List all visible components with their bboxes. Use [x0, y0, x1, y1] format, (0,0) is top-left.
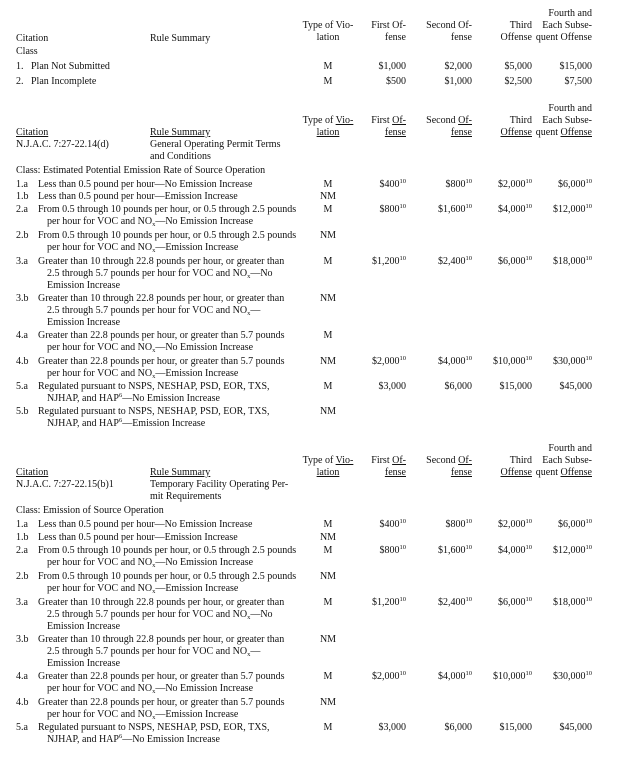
violation-type: M — [323, 381, 333, 392]
row-description: Plan Not Submitted — [31, 61, 110, 72]
header-line: fense — [450, 32, 472, 43]
row-description: From 0.5 through 10 pounds per hour, or 0.5 through 2.5 pounds per hour for VOC and $NO_x—No$ Emission Increase — [38, 545, 297, 569]
header-line: Each Subse- — [542, 115, 592, 126]
violation-type: M — [323, 179, 333, 190]
header-line: lation — [316, 467, 340, 478]
row-number: 5.a — [16, 722, 28, 733]
row-description: Plan Incomplete — [31, 76, 97, 87]
header-line: Second Of- — [426, 20, 472, 31]
header-line: Offense — [500, 32, 532, 43]
first-offense: $500 — [386, 76, 406, 87]
header-line: fense — [450, 127, 472, 138]
row-number: 3.a — [16, 597, 28, 608]
rule-summary-header: Rule Summary — [150, 467, 211, 478]
citation-value: N.J.A.C. 7:27-22.15(b)1 — [16, 479, 114, 490]
row-number: 1.a — [16, 519, 28, 530]
fourth-offense: $30,000$^{10}$ — [553, 670, 592, 682]
violation-type: M — [323, 76, 333, 87]
fourth-offense: $45,000 — [559, 381, 592, 392]
third-offense: $2,000$^{10}$ — [498, 178, 532, 190]
header-line: Third — [509, 455, 532, 466]
header-line: Type of Vio- — [302, 455, 354, 466]
violation-type: M — [323, 61, 333, 72]
row-number: 4.b — [16, 356, 29, 367]
second-offense: $6,000 — [444, 722, 472, 733]
header-line: lation — [316, 32, 340, 43]
second-offense: $1,600$^{10}$ — [438, 544, 472, 556]
rule-summary-header: Rule Summary — [150, 33, 211, 44]
row-number: 4.a — [16, 330, 28, 341]
first-offense: $1,200$^{10}$ — [372, 255, 406, 267]
fourth-offense: $30,000$^{10}$ — [553, 355, 592, 367]
row-number: 2.a — [16, 204, 28, 215]
row-number: 2.a — [16, 545, 28, 556]
third-offense: $6,000$^{10}$ — [498, 255, 532, 267]
second-offense-header — [412, 20, 472, 44]
header-line: quent Offense — [535, 467, 592, 478]
second-offense: $\$800^{10}$ — [445, 518, 472, 530]
first-offense: $1,000 — [378, 61, 406, 72]
row-number: 2.b — [16, 230, 29, 241]
fourth-offense-header — [530, 103, 592, 139]
violation-type: NM — [319, 571, 337, 582]
violation-type: M — [323, 519, 333, 530]
row-number: 4.a — [16, 671, 28, 682]
second-offense: $1,600$^{10}$ — [438, 203, 472, 215]
row-number: 3.a — [16, 256, 28, 267]
row-number: 4.b — [16, 697, 29, 708]
header-line: Type of Vio- — [302, 20, 354, 31]
first-offense: $\$800^{10}$ — [379, 544, 406, 556]
header-line: Third — [509, 115, 532, 126]
header-line: quent Offense — [535, 32, 592, 43]
third-offense-header — [490, 20, 532, 44]
type-of-violation-header — [298, 455, 358, 479]
row-description: From 0.5 through 10 pounds per hour, or 0.5 through 2.5 pounds per hour for VOC and $NO_x—No$ Emission Increase — [38, 204, 297, 228]
fourth-offense: $15,000 — [559, 61, 592, 72]
third-offense: $2,500 — [504, 76, 532, 87]
row-description: Greater than 10 through 22.8 pounds per hour, or greater than 2.5 through 5.7 pounds per hour for VOC and $NO_x—No$ Emission Increase — [38, 597, 285, 632]
fourth-offense: $7,500 — [564, 76, 592, 87]
rule-summary-line: Temporary Facility Operating Per- — [150, 479, 289, 490]
third-offense-header — [490, 455, 532, 479]
row-description: Less than 0.5 pound per hour—No Emission Increase — [38, 519, 253, 530]
first-offense: $\$400^{10}$ — [379, 518, 406, 530]
row-description: Greater than 22.8 pounds per hour, or greater than 5.7 pounds per hour for VOC and $NO_x—No$ Emission Increase — [38, 671, 285, 695]
row-number: 1.b — [16, 191, 29, 202]
row-number: 3.b — [16, 634, 29, 645]
header-line: First Of- — [371, 20, 406, 31]
row-number: 5.b — [16, 406, 29, 417]
citation-header: Citation — [16, 33, 49, 44]
header-line: fense — [384, 32, 406, 43]
header-line: fense — [384, 467, 406, 478]
type-of-violation-header — [298, 115, 358, 139]
header-line: Fourth and — [548, 443, 592, 454]
header-line: Fourth and — [548, 8, 592, 19]
row-number: 3.b — [16, 293, 29, 304]
rule-summary-value — [150, 139, 280, 163]
violation-type: M — [323, 671, 333, 682]
row-description: Greater than 10 through 22.8 pounds per hour, or greater than 2.5 through 5.7 pounds per hour for VOC and $NO_x—Emission$ Increase — [38, 293, 285, 328]
first-offense: $3,000 — [378, 381, 406, 392]
first-offense-header — [360, 20, 406, 44]
violation-type: M — [323, 545, 333, 556]
violation-type: M — [323, 330, 333, 341]
violation-type: NM — [319, 293, 337, 304]
header-line: First Of- — [371, 115, 406, 126]
fourth-offense: $18,000$^{10}$ — [553, 596, 592, 608]
row-number: 5.a — [16, 381, 28, 392]
violation-type: M — [323, 597, 333, 608]
header-line: Each Subse- — [542, 455, 592, 466]
header-line: Third — [509, 20, 532, 31]
header-line: First Of- — [371, 455, 406, 466]
row-description: Greater than 10 through 22.8 pounds per hour, or greater than 2.5 through 5.7 pounds per hour for VOC and $NO_x—No$ Emission Increase — [38, 256, 285, 291]
violation-type: NM — [319, 697, 337, 708]
fourth-offense-header — [530, 8, 592, 44]
violation-type: NM — [319, 191, 337, 202]
row-number: 1. — [16, 61, 24, 72]
second-offense: $4,000$^{10}$ — [438, 355, 472, 367]
row-description: Greater than 22.8 pounds per hour, or greater than 5.7 pounds per hour for VOC and $NO_x—No$ Emission Increase — [38, 330, 285, 354]
first-offense: $\$400^{10}$ — [379, 178, 406, 190]
rule-summary-line: mit Requirements — [150, 491, 222, 502]
violation-type: M — [323, 256, 333, 267]
fourth-offense: $12,000$^{10}$ — [553, 544, 592, 556]
row-description: From 0.5 through 10 pounds per hour, or 0.5 through 2.5 pounds per hour for VOC and $NO_x—Emission$ Increase — [38, 571, 297, 595]
third-offense: $15,000 — [499, 381, 532, 392]
third-offense: $4,000$^{10}$ — [498, 544, 532, 556]
rule-summary-value — [150, 479, 288, 503]
second-offense-header — [412, 115, 472, 139]
header-line: Offense — [500, 127, 532, 138]
violation-type: M — [323, 722, 333, 733]
class-label: Class: Emission of Source Operation — [16, 505, 164, 516]
row-description: Less than 0.5 pound per hour—Emission Increase — [38, 532, 238, 543]
third-offense: $10,000$^{10}$ — [493, 355, 532, 367]
row-description: Less than 0.5 pound per hour—No Emission Increase — [38, 179, 253, 190]
third-offense: $5,000 — [504, 61, 532, 72]
violation-type: NM — [319, 230, 337, 241]
violation-type: M — [323, 204, 333, 215]
header-line: lation — [316, 127, 340, 138]
first-offense: $3,000 — [378, 722, 406, 733]
first-offense: $\$800^{10}$ — [379, 203, 406, 215]
row-description: Greater than 22.8 pounds per hour, or greater than 5.7 pounds per hour for VOC and $NO_x—Emission$ Increase — [38, 356, 285, 380]
rule-summary-line: and Conditions — [150, 151, 211, 162]
fourth-offense: $6,000$^{10}$ — [558, 518, 592, 530]
second-offense-header — [412, 455, 472, 479]
type-of-violation-header — [298, 20, 358, 44]
header-line: quent Offense — [535, 127, 592, 138]
header-line: fense — [384, 127, 406, 138]
row-number: 2.b — [16, 571, 29, 582]
second-offense: $4,000$^{10}$ — [438, 670, 472, 682]
third-offense-header — [490, 115, 532, 139]
rule-summary-header: Rule Summary — [150, 127, 211, 138]
fourth-offense: $6,000$^{10}$ — [558, 178, 592, 190]
class-label: Class: Estimated Potential Emission Rate of Source Operation — [16, 165, 266, 176]
second-offense: $6,000 — [444, 381, 472, 392]
third-offense: $10,000$^{10}$ — [493, 670, 532, 682]
row-description: From 0.5 through 10 pounds per hour, or 0.5 through 2.5 pounds per hour for VOC and $NO_x—Emission$ Increase — [38, 230, 297, 254]
second-offense: $2,400$^{10}$ — [438, 596, 472, 608]
third-offense: $2,000$^{10}$ — [498, 518, 532, 530]
first-offense: $2,000$^{10}$ — [372, 670, 406, 682]
fourth-offense: $45,000 — [559, 722, 592, 733]
rule-summary-line: General Operating Permit Terms — [150, 139, 281, 150]
violation-type: NM — [319, 356, 337, 367]
violation-type: NM — [319, 634, 337, 645]
violation-type: NM — [319, 532, 337, 543]
citation-header: Citation — [16, 127, 49, 138]
row-number: 2. — [16, 76, 24, 87]
row-number: 1.b — [16, 532, 29, 543]
row-description: Regulated pursuant to NSPS, NESHAP, PSD, EOR, TXS, NJHAP, and HAP$^6$—Emission Increase — [38, 406, 270, 429]
class-label: Class — [16, 46, 38, 57]
header-line: Each Subse- — [542, 20, 592, 31]
citation-value: N.J.A.C. 7:27-22.14(d) — [16, 139, 109, 150]
second-offense: $2,000 — [444, 61, 472, 72]
row-description: Regulated pursuant to NSPS, NESHAP, PSD, EOR, TXS, NJHAP, and HAP$^6$—No Emission Increase — [38, 722, 270, 745]
header-line: Offense — [500, 467, 532, 478]
fourth-offense: $18,000$^{10}$ — [553, 255, 592, 267]
second-offense: $\$800^{10}$ — [445, 178, 472, 190]
row-description: Regulated pursuant to NSPS, NESHAP, PSD, EOR, TXS, NJHAP, and HAP$^6$—No Emission Increase — [38, 381, 270, 404]
header-line: Second Of- — [426, 455, 472, 466]
row-number: 1.a — [16, 179, 28, 190]
second-offense: $2,400$^{10}$ — [438, 255, 472, 267]
first-offense: $2,000$^{10}$ — [372, 355, 406, 367]
citation-header: Citation — [16, 467, 49, 478]
first-offense-header — [360, 115, 406, 139]
row-description: Less than 0.5 pound per hour—Emission Increase — [38, 191, 238, 202]
second-offense: $1,000 — [444, 76, 472, 87]
violation-type: NM — [319, 406, 337, 417]
third-offense: $6,000$^{10}$ — [498, 596, 532, 608]
fourth-offense-header — [530, 443, 592, 479]
header-line: Fourth and — [548, 103, 592, 114]
first-offense: $1,200$^{10}$ — [372, 596, 406, 608]
row-description: Greater than 10 through 22.8 pounds per hour, or greater than 2.5 through 5.7 pounds per hour for VOC and $NO_x—Emission$ Increase — [38, 634, 285, 669]
third-offense: $15,000 — [499, 722, 532, 733]
first-offense-header — [360, 455, 406, 479]
row-description: Greater than 22.8 pounds per hour, or greater than 5.7 pounds per hour for VOC and $NO_x—Emission$ Increase — [38, 697, 285, 721]
header-line: Second Of- — [426, 115, 472, 126]
fourth-offense: $12,000$^{10}$ — [553, 203, 592, 215]
header-line: Type of Vio- — [302, 115, 354, 126]
header-line: fense — [450, 467, 472, 478]
third-offense: $4,000$^{10}$ — [498, 203, 532, 215]
